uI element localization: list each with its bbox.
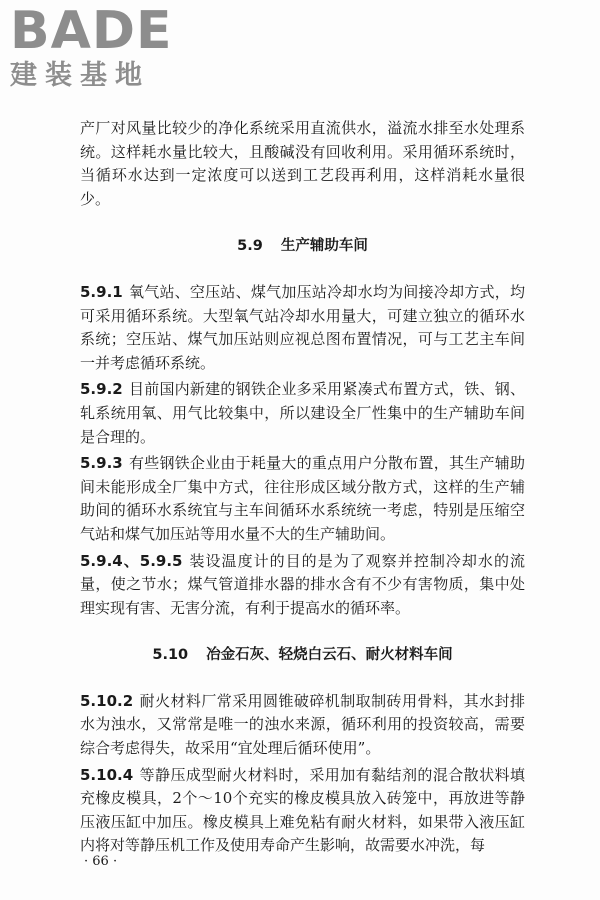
section-heading-5-9 — [80, 235, 525, 259]
clause-text: 氧气站、空压站、煤气加压站冷却水均为间接冷却方式，均可采用循环系统。大型氧气站冷却水用量大，可建立独立的循环水系统；空压站、煤气加压站则应视总图布置情况，可与工艺主车间一并考虑循环系统。 — [80, 282, 525, 372]
clause-paragraph — [80, 452, 525, 546]
clause-paragraph — [80, 550, 525, 621]
site-logo — [10, 1, 185, 92]
clause-number: 5.9.3 — [80, 454, 123, 473]
clause-number: 5.9.2 — [80, 380, 123, 399]
clause-text: 耐火材料厂常采用圆锥破碎机制取制砖用骨料，其水封排水为浊水，又常常是唯一的浊水来源，循环利用的投资较高，需要综合考虑得失，故采用“宜处理后循环使用”。 — [80, 691, 525, 758]
clause-number: 5.9.1 — [80, 282, 123, 301]
section-number: 5.10 — [152, 647, 189, 664]
clause-paragraph — [80, 281, 525, 375]
clause-text: 等静压成型耐火材料时，采用加有黏结剂的混合散状料填充橡皮模具，2个～10个充实的橡皮模具放入砖笼中，再放进等静压液压缸中加压。橡皮模具上难免粘有耐火材料，如果带入液压缸内将对等静压机工作及使用寿命产生影响，故需要水冲洗，每 — [80, 765, 525, 855]
intro-paragraph: 产厂对风量比较少的净化系统采用直流供水，溢流水排至水处理系统。这样耗水量比较大，且酸碱没有回收利用。采用循环系统时，当循环水达到一定浓度可以送到工艺段再利用，这样消耗水量很少。 — [80, 119, 525, 208]
clause-paragraph — [80, 690, 525, 761]
clause-number: 5.9.4、5.9.5 — [80, 551, 183, 570]
section-number: 5.9 — [237, 238, 263, 255]
logo-subtitle: 建装基地 — [10, 60, 150, 91]
clause-text: 目前国内新建的钢铁企业多采用紧凑式布置方式，铁、钢、轧系统用氧、用气比较集中，所以建设全厂性集中的生产辅助车间是合理的。 — [80, 380, 525, 446]
clause-text: 装设温度计的目的是为了观察并控制冷却水的流量，使之节水；煤气管道排水器的排水含有不少有害物质，集中处理实现有害、无害分流，有利于提高水的循环率。 — [80, 551, 525, 617]
section-heading-5-10 — [80, 644, 525, 668]
page-number: · 66 · — [84, 854, 118, 869]
clause-paragraph — [80, 764, 525, 858]
clause-text: 有些钢铁企业由于耗量大的重点用户分散布置，其生产辅助间未能形成全厂集中方式，往往形成区域分散方式，这样的生产辅助间的循环水系统宜与主车间循环水系统统一考虑，特别是压缩空气站和煤气加压站等用水量不大的生产辅助间。 — [80, 454, 525, 543]
section-title: 生产辅助车间 — [280, 238, 368, 255]
clause-number: 5.10.2 — [80, 691, 134, 710]
logo-wordmark: BADE — [10, 1, 173, 61]
section-title: 冶金石灰、轻烧白云石、耐火材料车间 — [206, 647, 453, 664]
document-body — [80, 117, 525, 861]
clause-number: 5.10.4 — [80, 765, 134, 784]
clause-paragraph — [80, 378, 525, 449]
